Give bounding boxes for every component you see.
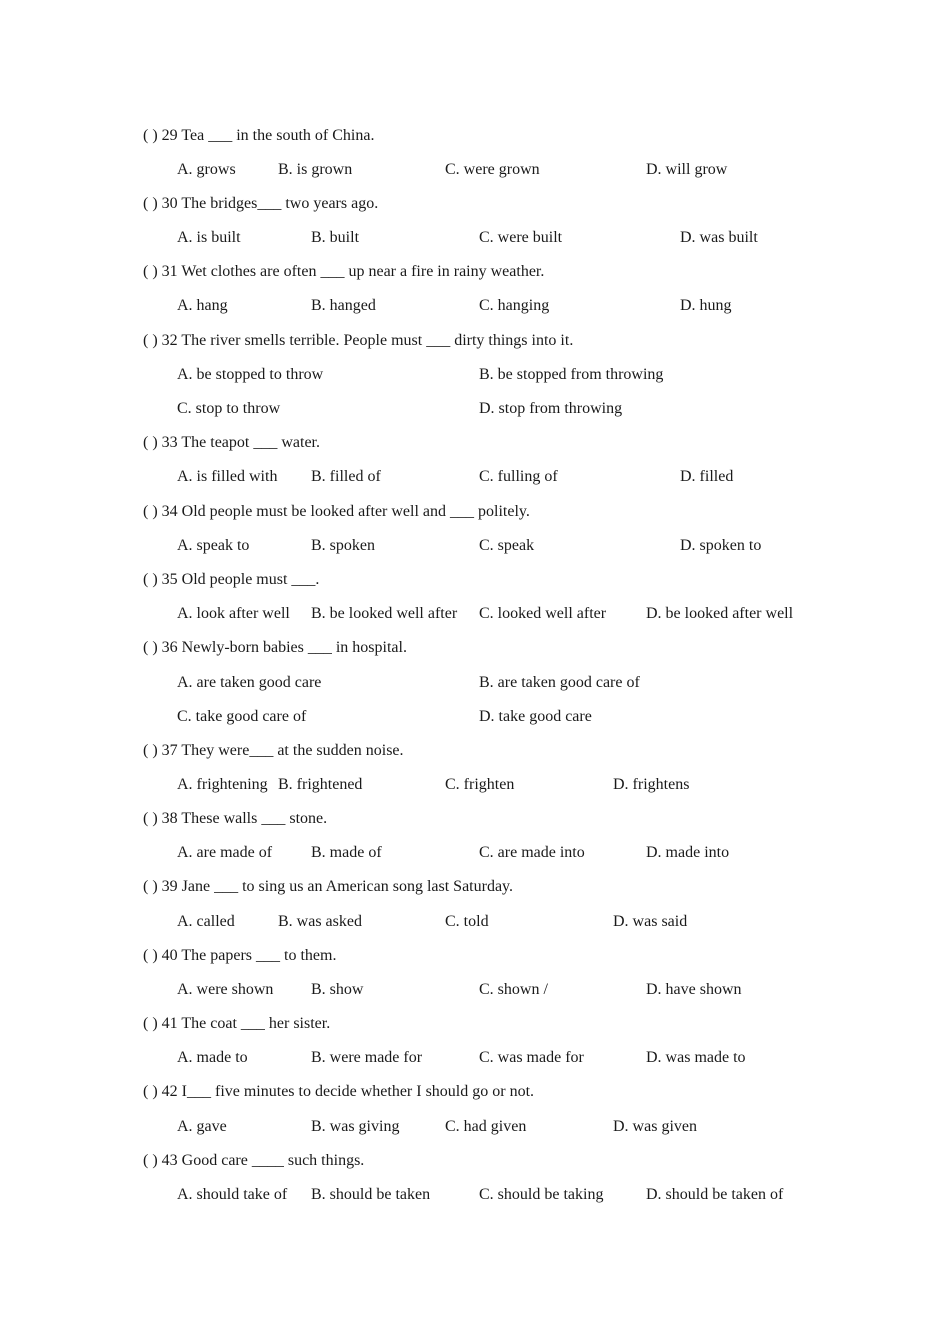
option-41-d: D. was made to: [646, 1049, 746, 1066]
question-38: ( ) 38 These walls ___ stone.: [143, 810, 328, 827]
question-31: ( ) 31 Wet clothes are often ___ up near a fire in rainy weather.: [143, 263, 545, 280]
option-33-d: D. filled: [680, 468, 734, 485]
option-43-a: A. should take of: [177, 1186, 288, 1203]
option-43-c: C. should be taking: [479, 1186, 604, 1203]
option-39-c: C. told: [445, 913, 489, 930]
option-31-c: C. hanging: [479, 297, 550, 314]
question-35: ( ) 35 Old people must ___.: [143, 571, 320, 588]
option-35-b: B. be looked well after: [311, 605, 458, 622]
option-36-d: D. take good care: [479, 708, 592, 725]
option-33-a: A. is filled with: [177, 468, 278, 485]
option-35-a: A. look after well: [177, 605, 290, 622]
question-40: ( ) 40 The papers ___ to them.: [143, 947, 337, 964]
option-29-a: A. grows: [177, 161, 236, 178]
option-41-c: C. was made for: [479, 1049, 584, 1066]
option-33-c: C. fulling of: [479, 468, 558, 485]
question-34: ( ) 34 Old people must be looked after well and ___ politely.: [143, 503, 530, 520]
option-36-c: C. take good care of: [177, 708, 307, 725]
option-38-a: A. are made of: [177, 844, 273, 861]
option-40-a: A. were shown: [177, 981, 274, 998]
option-29-b: B. is grown: [278, 161, 353, 178]
option-38-b: B. made of: [311, 844, 382, 861]
option-31-b: B. hanged: [311, 297, 376, 314]
option-31-d: D. hung: [680, 297, 732, 314]
option-39-d: D. was said: [613, 913, 688, 930]
option-30-c: C. were built: [479, 229, 563, 246]
option-35-c: C. looked well after: [479, 605, 607, 622]
option-34-c: C. speak: [479, 537, 535, 554]
option-36-b: B. are taken good care of: [479, 674, 640, 691]
option-37-a: A. frightening: [177, 776, 268, 793]
option-32-d: D. stop from throwing: [479, 400, 623, 417]
option-43-b: B. should be taken: [311, 1186, 431, 1203]
option-32-a: A. be stopped to throw: [177, 366, 324, 383]
option-30-a: A. is built: [177, 229, 241, 246]
option-32-b: B. be stopped from throwing: [479, 366, 664, 383]
option-43-d: D. should be taken of: [646, 1186, 784, 1203]
option-38-c: C. are made into: [479, 844, 585, 861]
option-30-d: D. was built: [680, 229, 758, 246]
option-40-b: B. show: [311, 981, 364, 998]
option-39-a: A. called: [177, 913, 235, 930]
question-41: ( ) 41 The coat ___ her sister.: [143, 1015, 331, 1032]
option-38-d: D. made into: [646, 844, 730, 861]
option-29-d: D. will grow: [646, 161, 728, 178]
question-30: ( ) 30 The bridges___ two years ago.: [143, 195, 379, 212]
option-34-a: A. speak to: [177, 537, 250, 554]
question-32: ( ) 32 The river smells terrible. People must ___ dirty things into it.: [143, 332, 574, 349]
option-34-b: B. spoken: [311, 537, 375, 554]
question-39: ( ) 39 Jane ___ to sing us an American song last Saturday.: [143, 878, 514, 895]
option-37-b: B. frightened: [278, 776, 363, 793]
option-34-d: D. spoken to: [680, 537, 762, 554]
option-42-d: D. was given: [613, 1118, 697, 1135]
question-43: ( ) 43 Good care ____ such things.: [143, 1152, 365, 1169]
option-41-a: A. made to: [177, 1049, 248, 1066]
option-41-b: B. were made for: [311, 1049, 423, 1066]
option-40-c: C. shown /: [479, 981, 548, 998]
option-39-b: B. was asked: [278, 913, 362, 930]
option-42-a: A. gave: [177, 1118, 227, 1135]
option-42-b: B. was giving: [311, 1118, 400, 1135]
question-33: ( ) 33 The teapot ___ water.: [143, 434, 320, 451]
option-33-b: B. filled of: [311, 468, 381, 485]
option-37-c: C. frighten: [445, 776, 515, 793]
question-42: ( ) 42 I___ five minutes to decide whether I should go or not.: [143, 1083, 535, 1100]
question-29: ( ) 29 Tea ___ in the south of China.: [143, 127, 375, 144]
option-40-d: D. have shown: [646, 981, 742, 998]
option-35-d: D. be looked after well: [646, 605, 794, 622]
option-37-d: D. frightens: [613, 776, 690, 793]
question-37: ( ) 37 They were___ at the sudden noise.: [143, 742, 404, 759]
option-31-a: A. hang: [177, 297, 228, 314]
option-29-c: C. were grown: [445, 161, 540, 178]
question-36: ( ) 36 Newly-born babies ___ in hospital.: [143, 639, 407, 656]
option-32-c: C. stop to throw: [177, 400, 281, 417]
option-42-c: C. had given: [445, 1118, 527, 1135]
option-36-a: A. are taken good care: [177, 674, 322, 691]
option-30-b: B. built: [311, 229, 360, 246]
